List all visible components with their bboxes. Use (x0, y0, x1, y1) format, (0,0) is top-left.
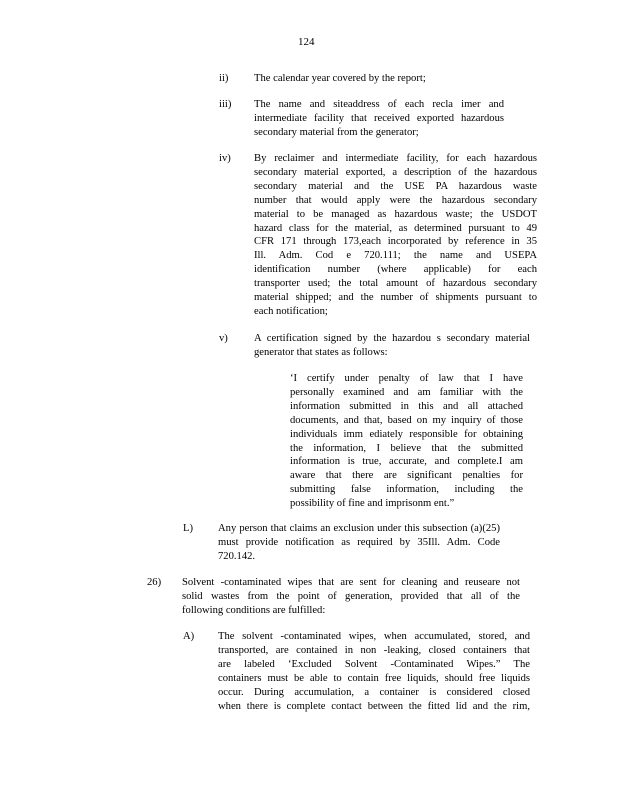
section-26-text (182, 576, 520, 618)
item-iv-line: secondary material exported, a description of the hazardous (254, 166, 537, 178)
item-L-line: Any person that claims an exclusion under this subsection (a)(25) (218, 523, 500, 534)
quote-line: information is true, accurate, and complete.I am (290, 456, 523, 468)
item-iv-line: each notification; (254, 305, 328, 317)
item-A-line: The solvent -contaminated wipes, when accumulated, stored, and (218, 631, 530, 642)
item-iii-marker: iii) (219, 99, 232, 110)
item-L-line: must provide notification as required by 35Ill. Adm. Code (218, 536, 500, 548)
item-ii-marker: ii) (219, 73, 229, 84)
certification-quote (290, 372, 523, 511)
item-A-text (218, 630, 530, 713)
quote-line: information submitted in this and all attached (290, 400, 523, 412)
section-26-line: Solvent -contaminated wipes that are sent for cleaning and reuseare not (182, 577, 520, 588)
item-iv-line: CFR 171 through 173,each incorporated by reference in 35 (254, 236, 537, 248)
item-ii-text (254, 72, 444, 86)
item-iv-line: Ill. Adm. Cod e 720.111; the name and USEPA (254, 250, 537, 262)
item-iii-line: The name and siteaddress of each recla imer and (254, 99, 504, 110)
quote-line: documents, and that, based on my inquiry of those (290, 414, 523, 426)
item-L-line: 720.142. (218, 550, 256, 562)
quote-line: submitting false information, including the (290, 484, 523, 496)
item-iv-line: hazard class for the material, as determined pursuant to 49 (254, 222, 537, 234)
item-A-marker: A) (183, 631, 195, 642)
quote-line: individuals imm ediately responsible for obtaining (290, 428, 523, 440)
item-iv-text (254, 152, 537, 319)
item-iv-line: secondary material and the USE PA hazardous waste (254, 180, 537, 192)
item-L-marker: L) (183, 523, 193, 534)
item-iv-line: material to be managed as hazardous waste; the USDOT (254, 208, 537, 220)
item-L-text (218, 522, 500, 564)
quote-line: possibility of fine and imprisonm ent.” (290, 498, 455, 510)
quote-line: ‘I certify under penalty of law that I have (290, 373, 523, 384)
item-A-line: containers must be able to contain free liquids, should free liquids (218, 672, 530, 684)
item-A-line: are labeled ‘Excluded Solvent -Contaminated Wipes.” The (218, 658, 530, 670)
item-iv-line: transporter used; the total amount of hazardous secondary (254, 278, 537, 290)
section-26-line: following conditions are fulfilled: (182, 604, 326, 616)
section-26-marker: 26) (147, 577, 162, 588)
quote-line: personally examined and am familiar with the (290, 386, 523, 398)
item-v-text (254, 332, 530, 360)
item-v-line: A certification signed by the hazardou s secondary material (254, 333, 530, 344)
page-number: 124 (298, 36, 315, 48)
item-A-line: when there is complete contact between the fitted lid and the rim, (218, 700, 530, 712)
item-A-line: transported, are contained in non -leaking, closed containers that (218, 644, 530, 656)
item-iii-line: secondary material from the generator; (254, 126, 419, 138)
quote-line: aware that there are significant penalties for (290, 470, 523, 482)
item-A-line: occur. During accumulation, a container is considered closed (218, 686, 530, 698)
item-iii-line: intermediate facility that received exported hazardous (254, 112, 504, 124)
item-v-line: generator that states as follows: (254, 346, 388, 358)
item-v-marker: v) (219, 333, 228, 344)
item-iv-marker: iv) (219, 153, 231, 164)
item-iv-line: number that would apply were the hazardous secondary (254, 194, 537, 206)
item-iii-text (254, 98, 504, 140)
item-iv-line: By reclaimer and intermediate facility, for each hazardous (254, 153, 537, 164)
item-iv-line: identification number (where applicable) for each (254, 264, 537, 276)
quote-line: the information, I believe that the submitted (290, 442, 523, 454)
section-26-line: solid wastes from the point of generation, provided that all of the (182, 590, 520, 602)
item-ii-line: The calendar year covered by the report; (254, 73, 426, 84)
item-iv-line: material shipped; and the number of shipments pursuant to (254, 292, 537, 304)
